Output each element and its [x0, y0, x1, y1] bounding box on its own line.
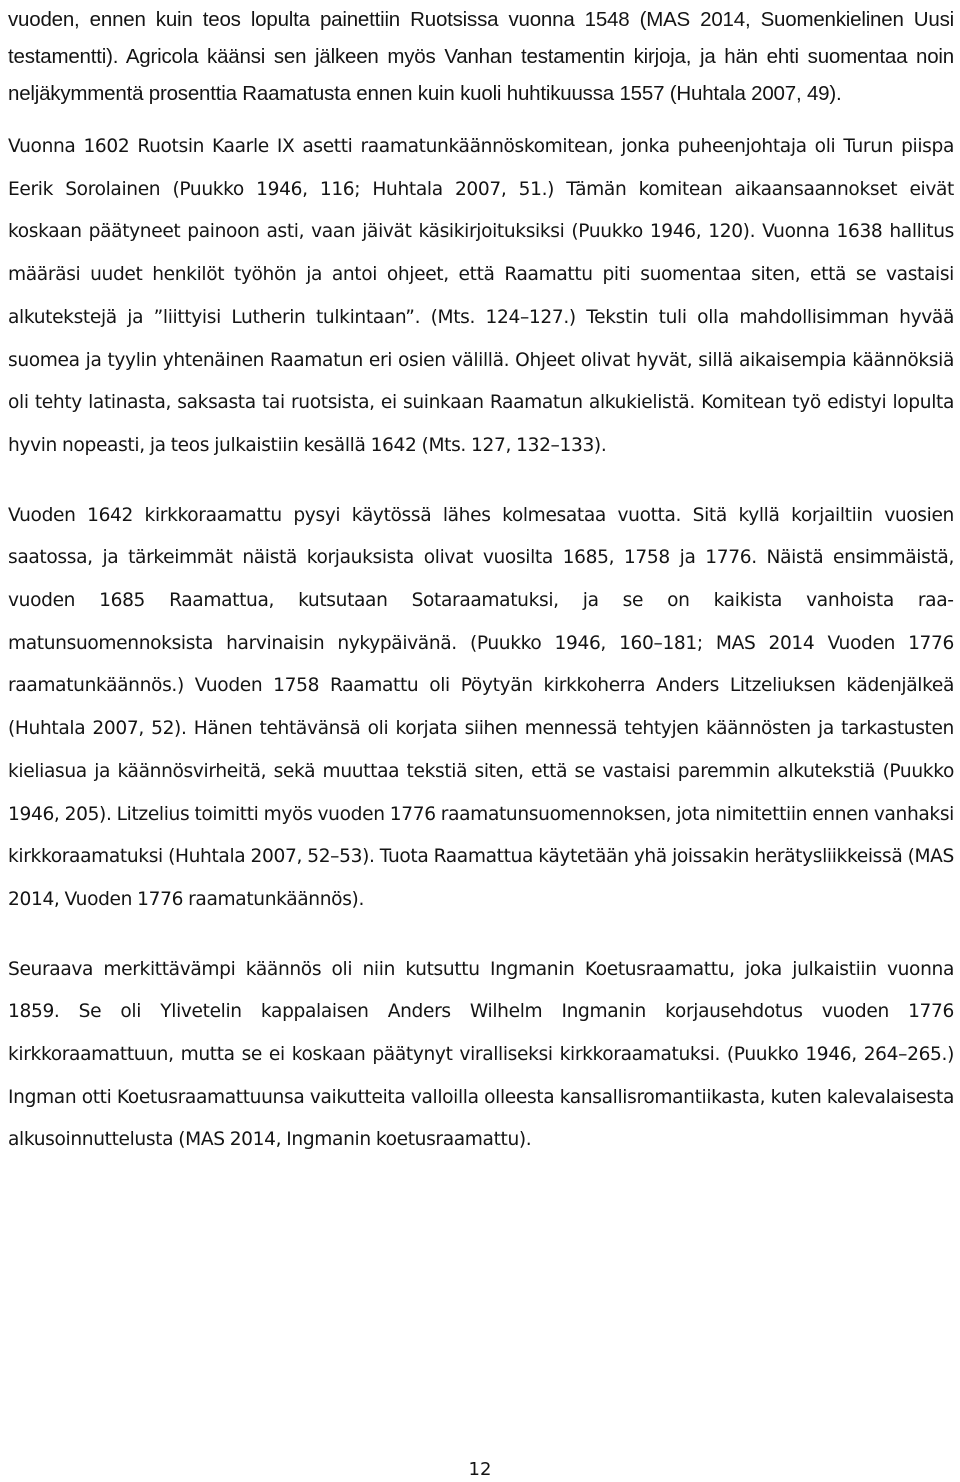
page-number: 12	[468, 1459, 492, 1480]
paragraph-ingman-koetusraamattu: Seuraava merkittävämpi käännös oli niin kutsuttu Ingmanin Koetusraamattu, joka julkaistiin vuonna 1859. Se oli Ylivetelin kappalaisen Anders Wilhelm Ingmanin korjausehdotus vuoden 1776 kirkkoraamattuun, mutta se ei koskaan päätynyt viralliseksi kirkkoraamatuksi. (Puukko 1946, 264–265.) Ingman otti Koetusraamattuunsa vaikutteita valloilla olleesta kansallisromantiikasta, kuten kalevalaisesta alkusoinnuttelusta (MAS 2014, Ingmanin koetusraamattu).	[8, 958, 954, 1151]
paragraph-agricola-continuation: vuoden, ennen kuin teos lopulta painettiin Ruotsissa vuonna 1548 (MAS 2014, Suomenkielinen Uusi testamentti). Agricola käänsi sen jälkeen myös Vanhan testamentin kirjoja, ja hän ehti suomentaa noin neljäkymmentä prosenttia Raamatusta ennen kuin kuoli huhtikuussa 1557 (Huhtala 2007, 49).	[8, 8, 954, 105]
document-page	[8, 0, 954, 1162]
paragraph-1602-committee: Vuonna 1602 Ruotsin Kaarle IX asetti raamatunkäännöskomitean, jonka puheenjohtaja oli Turun piispa Eerik Sorolainen (Puukko 1946, 116; Huhtala 2007, 51.) Tämän komitean aikaansaannokset eivät koskaan päätyneet painoon asti, vaan jäivät käsikirjoituksiksi (Puukko 1946, 120). Vuonna 1638 hallitus määräsi uudet henkilöt työhön ja antoi ohjeet, että Raamattu piti suomentaa siten, että se vastaisi alkutekstejä ja ”liittyisi Lutherin tulkintaan”. (Mts. 124–127.) Tekstin tuli olla mahdollisimman hyvää suomea ja tyylin yhtenäinen Raamatun eri osien välillä. Ohjeet olivat hyvät, sillä aikaisempia käännöksiä oli tehty latinasta, saksasta tai ruotsista, ei suinkaan Raamatun alkukielistä. Komitean työ edistyi lopulta hyvin nopeasti, ja teos julkaistiin kesällä 1642 (Mts. 127, 132–133).	[8, 136, 954, 456]
paragraph-1642-bible-revisions: Vuoden 1642 kirkkoraamattu pysyi käytössä lähes kolmesataa vuotta. Sitä kyllä korjailtiin vuosien saatossa, ja tärkeimmät näistä korjauksista olivat vuosilta 1685, 1758 ja 1776. Näistä ensimmäistä, vuoden 1685 Raamattua, kutsutaan Sotaraamatuksi, ja se on kaikista vanhoista raamatunsuomennoksista harvinaisin nykypäivänä. (Puukko 1946, 160–181; MAS 2014 Vuoden 1776 raamatunkäännös.) Vuoden 1758 Raamattu oli Pöytyän kirkkoherra Anders Litzeliuksen kädenjälkeä (Huhtala 2007, 52). Hänen tehtävänsä oli korjata siihen mennessä tehtyjen käännösten ja tarkastusten kieliasua ja käännösvirheitä, sekä muuttaa tekstiä siten, että se vastaisi paremmin alkutekstiä (Puukko 1946, 205). Litzelius toimitti myös vuoden 1776 raamatunsuomennoksen, jota nimitettiin ennen vanhaksi kirkkoraamatuksi (Huhtala 2007, 52–53). Tuota Raamattua käytetään yhä joissakin herätysliikkeissä (MAS 2014, Vuoden 1776 raamatunkäännös).	[8, 504, 954, 910]
